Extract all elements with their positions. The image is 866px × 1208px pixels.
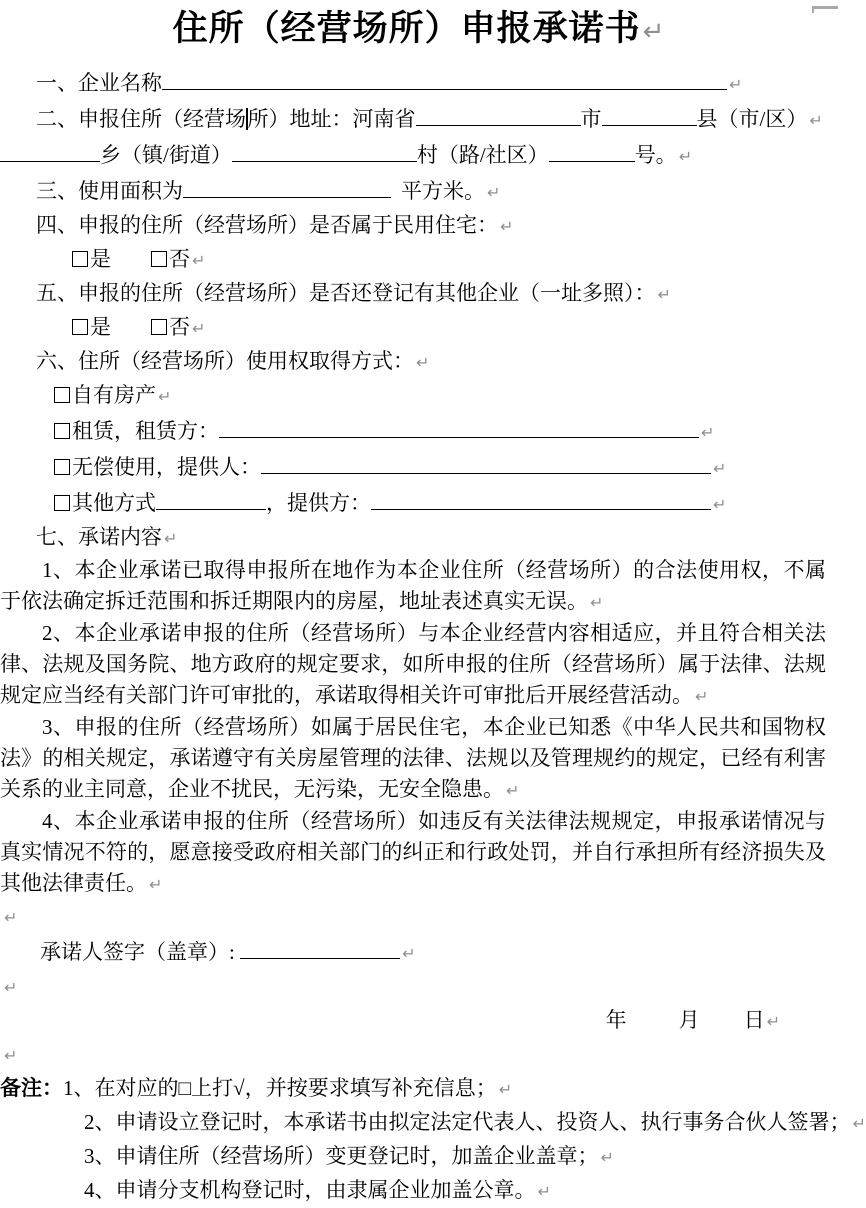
line-option-free-use bbox=[0, 449, 838, 485]
paragraph-mark-icon: ↵ bbox=[713, 459, 727, 478]
empty-line bbox=[0, 1038, 838, 1072]
checkbox-lease[interactable] bbox=[54, 423, 70, 439]
checkbox-item4-yes[interactable] bbox=[72, 251, 88, 267]
village-label: 村（路/社区） bbox=[416, 143, 549, 167]
paragraph-mark-icon: ↵ bbox=[164, 529, 178, 548]
signature-blank[interactable] bbox=[240, 934, 400, 959]
commitment-text: 4、本企业承诺申报的住所（经营场所）如违反有关法律法规规定，申报承诺情况与真实情况不符的，愿意接受政府相关部门的纠正和行政处罚，并自行承担所有经济损失及其他法律责任。 bbox=[0, 809, 826, 895]
paragraph-mark-icon: ↵ bbox=[158, 387, 172, 406]
no-label: 否 bbox=[169, 315, 190, 339]
township-blank[interactable] bbox=[0, 137, 100, 162]
line-item5-yesno bbox=[0, 311, 838, 345]
area-unit-label: 平方米。 bbox=[401, 179, 485, 203]
address-prefix-b: 所）地址：河南省 bbox=[247, 107, 416, 131]
commitment-paragraph-1 bbox=[0, 555, 838, 618]
other-method-label: 其他方式 bbox=[72, 491, 156, 515]
page-title bbox=[0, 6, 838, 55]
paragraph-mark-icon: ↵ bbox=[402, 944, 416, 963]
paragraph-mark-icon: ↵ bbox=[500, 217, 514, 236]
paragraph-mark-icon: ↵ bbox=[713, 495, 727, 514]
line-note-1 bbox=[0, 1072, 838, 1106]
signature-label: 承诺人签字（盖章）: bbox=[40, 940, 241, 964]
item6-label: 六、住所（经营场所）使用权取得方式： bbox=[36, 349, 414, 373]
line-option-lease bbox=[0, 413, 838, 449]
commitment-text: 1、本企业承诺已取得申报所在地作为本企业住所（经营场所）的合法使用权，不属于依法确定拆迁范围和拆迁期限内的房屋，地址表述真实无误。 bbox=[0, 558, 826, 613]
paragraph-mark-icon: ↵ bbox=[4, 908, 18, 927]
commitment-text: 2、本企业承诺申报的住所（经营场所）与本企业经营内容相适应，并且符合相关法律、法规及国务院、地方政府的规定要求，如所申报的住所（经营场所）属于法律、法规规定应当经有关部门许可审批的，承诺取得相关许可审批后开展经营活动。 bbox=[0, 621, 826, 707]
lessor-blank[interactable] bbox=[219, 413, 699, 438]
paragraph-mark-icon: ↵ bbox=[678, 147, 693, 166]
note-text: 4、申请分支机构登记时，由隶属企业加盖公章。 bbox=[84, 1178, 536, 1202]
checkbox-item4-no[interactable] bbox=[151, 251, 167, 267]
item5-label: 五、申报的住所（经营场所）是否还登记有其他企业（一址多照）： bbox=[36, 281, 656, 305]
commitment-paragraph-3 bbox=[0, 712, 838, 806]
no-label: 否 bbox=[169, 247, 190, 271]
paragraph-mark-icon: ↵ bbox=[192, 319, 206, 338]
city-blank[interactable] bbox=[602, 101, 697, 126]
paragraph-mark-icon: ↵ bbox=[657, 285, 671, 304]
company-name-blank[interactable] bbox=[162, 65, 727, 90]
paragraph-mark-icon: ↵ bbox=[4, 1046, 18, 1065]
line-item5 bbox=[0, 277, 838, 311]
line-signature bbox=[0, 934, 838, 970]
line-date bbox=[0, 1004, 838, 1038]
notes-label: 备注： bbox=[0, 1076, 63, 1100]
line-note-3 bbox=[0, 1140, 838, 1174]
paragraph-mark-icon: ↵ bbox=[416, 353, 430, 372]
company-name-label: 一、企业名称 bbox=[36, 71, 162, 95]
paragraph-mark-icon: ↵ bbox=[809, 111, 823, 130]
number-label: 号。 bbox=[634, 143, 677, 167]
other-provider-label: ，提供方： bbox=[266, 491, 371, 515]
empty-line bbox=[0, 970, 838, 1004]
line-note-2 bbox=[0, 1106, 866, 1140]
line-address-2 bbox=[0, 137, 838, 173]
paragraph-mark-icon: ↵ bbox=[695, 687, 709, 706]
checkbox-item5-yes[interactable] bbox=[72, 319, 88, 335]
line-item7 bbox=[0, 521, 838, 555]
note-text: 3、申请住所（经营场所）变更登记时，加盖企业盖章； bbox=[84, 1144, 599, 1168]
page-title-text: 住所（经营场所）申报承诺书 bbox=[172, 9, 641, 48]
checkbox-own-property[interactable] bbox=[54, 387, 70, 403]
lease-label: 租赁，租赁方： bbox=[72, 419, 219, 443]
provider-blank[interactable] bbox=[261, 449, 711, 474]
other-method-blank[interactable] bbox=[156, 485, 266, 510]
province-blank[interactable] bbox=[416, 101, 581, 126]
line-option-own bbox=[0, 379, 838, 413]
yes-label: 是 bbox=[90, 247, 111, 271]
commitment-paragraph-4 bbox=[0, 806, 838, 900]
line-item4-yesno bbox=[0, 243, 838, 277]
area-label: 三、使用面积为 bbox=[36, 179, 183, 203]
city-label: 市 bbox=[580, 107, 602, 131]
paragraph-mark-icon: ↵ bbox=[766, 1012, 780, 1031]
item7-label: 七、承诺内容 bbox=[36, 525, 162, 549]
paragraph-mark-icon: ↵ bbox=[729, 75, 743, 94]
village-blank[interactable] bbox=[232, 137, 417, 162]
own-property-label: 自有房产 bbox=[72, 383, 156, 407]
paragraph-mark-icon: ↵ bbox=[506, 781, 520, 800]
yes-label: 是 bbox=[90, 315, 111, 339]
item4-label: 四、申报的住所（经营场所）是否属于民用住宅： bbox=[36, 213, 498, 237]
checkbox-item5-no[interactable] bbox=[151, 319, 167, 335]
line-address-1 bbox=[0, 101, 838, 137]
line-option-other bbox=[0, 485, 838, 521]
note-text: 2、申请设立登记时，本承诺书由拟定法定代表人、投资人、执行事务合伙人签署； bbox=[84, 1110, 851, 1134]
paragraph-mark-icon: ↵ bbox=[498, 1080, 513, 1099]
paragraph-mark-icon: ↵ bbox=[642, 17, 666, 47]
commitment-paragraph-2 bbox=[0, 618, 838, 712]
paragraph-mark-icon: ↵ bbox=[192, 251, 206, 270]
commitment-text: 3、申报的住所（经营场所）如属于居民住宅，本企业已知悉《中华人民共和国物权法》的相关规定，承诺遵守有关房屋管理的法律、法规以及管理规约的规定，已经有利害关系的业主同意，企业不扰民，无污染，无安全隐患。 bbox=[0, 715, 826, 801]
paragraph-mark-icon: ↵ bbox=[487, 183, 501, 202]
paragraph-mark-icon: ↵ bbox=[590, 593, 604, 612]
year-label: 年 bbox=[605, 1008, 627, 1032]
line-note-4 bbox=[0, 1174, 838, 1208]
document-page bbox=[0, 6, 866, 1202]
scrollbar-top-fragment bbox=[812, 6, 838, 9]
note-text: 1、在对应的□上打√，并按要求填写补充信息； bbox=[63, 1076, 497, 1100]
month-label: 月 bbox=[678, 1008, 700, 1032]
line-item4 bbox=[0, 209, 838, 243]
paragraph-mark-icon: ↵ bbox=[149, 875, 163, 894]
empty-line bbox=[0, 900, 838, 934]
other-provider-blank[interactable] bbox=[371, 485, 711, 510]
paragraph-mark-icon: ↵ bbox=[4, 978, 18, 997]
day-label: 日 bbox=[743, 1008, 765, 1032]
paragraph-mark-icon: ↵ bbox=[600, 1148, 614, 1167]
township-label: 乡（镇/街道） bbox=[100, 143, 232, 167]
line-item6 bbox=[0, 345, 838, 379]
free-use-label: 无偿使用，提供人： bbox=[72, 455, 261, 479]
paragraph-mark-icon: ↵ bbox=[852, 1114, 866, 1133]
area-blank[interactable] bbox=[183, 173, 391, 198]
county-label: 县（市/区） bbox=[696, 107, 808, 131]
number-blank[interactable] bbox=[549, 137, 635, 162]
paragraph-mark-icon: ↵ bbox=[537, 1182, 551, 1201]
checkbox-free-use[interactable] bbox=[54, 459, 70, 475]
line-company-name bbox=[0, 65, 838, 101]
line-area bbox=[0, 173, 838, 209]
paragraph-mark-icon: ↵ bbox=[701, 423, 715, 442]
checkbox-other-method[interactable] bbox=[54, 495, 70, 511]
address-prefix-a: 二、申报住所（经营场 bbox=[36, 107, 246, 131]
